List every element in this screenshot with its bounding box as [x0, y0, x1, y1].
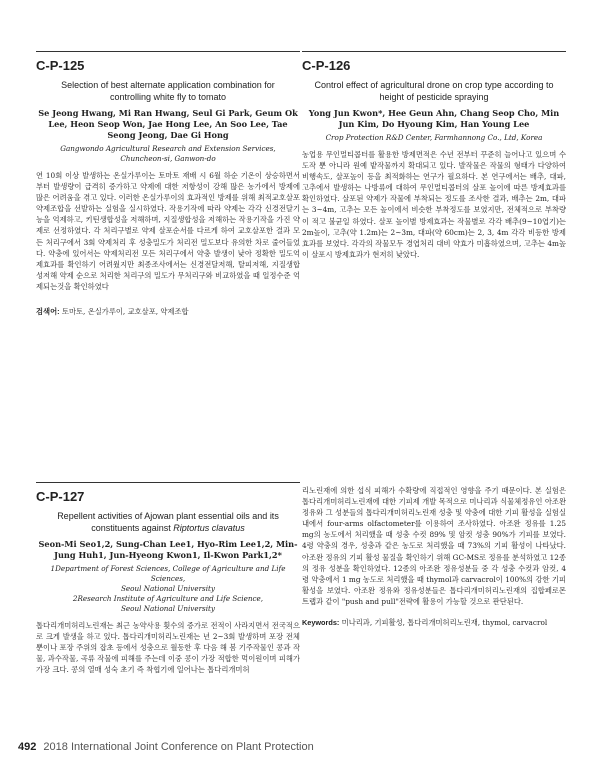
abstract-authors: Yong Jun Kwon*, Hee Geun Ahn, Chang Seop Cho, Min Jun Kim, Do Hyoung Kim, Han Young Lee [308, 108, 560, 129]
abstract-authors: Se Jeong Hwang, Mi Ran Hwang, Seul Gi Park, Geum Ok Lee, Heon Seop Won, Jae Hong Lee, An Soo Lee, Tae Seong Jeong, Dae Gi Hong [38, 108, 298, 140]
keywords-text: 토마토, 온실가루이, 교호살포, 약제조합 [61, 307, 189, 317]
title-species: Riptortus clavatus [173, 523, 245, 533]
abstract-code: C-P-127 [36, 489, 85, 504]
keywords-label: 검색어: [36, 307, 60, 317]
section-rule [302, 51, 566, 52]
abstract-affiliation: Crop Protection R&D Center, Farmhannong Co., Ltd, Korea [325, 133, 543, 142]
keywords-label: Keywords: [302, 618, 340, 628]
abstract-c-p-127 [36, 482, 300, 675]
keywords-line [36, 306, 300, 317]
keywords-line [302, 617, 566, 628]
abstract-c-p-125 [36, 51, 300, 317]
abstract-title: Selection of best alternate application combination for controlling white fly to tomato [61, 80, 275, 102]
abstract-authors: Seon-Mi Seo1,2, Sung-Chan Lee1, Hyo-Rim Lee1,2, Min-Jung Huh1, Jun-Hyeong Kwon1, Il-Kwon Park1,2* [38, 539, 298, 560]
abstract-body-part2: 리노린재에 의한 섭식 피해가 수확량에 직접적인 영향을 주기 때문이다. 본 실험은 톱다리개미허리노린재에 대한 기피제 개발 목적으로 미나리과 식물체정유인 아조완 정유와 그 성분들의 톱다리개미허리노린재 성충 및 약충에 대한 기피 활성을 실험실내에서 four-arms olfactometer를 이용하여 조사하였다. 아조완 정유를 1.25 mg의 농도에서 처리했을 때 성충 수컷 89% 및 암컷 성충 90%가 기피를 보였다. 4령 약충의 경우, 성충과 같은 농도로 처리했을 때 73%의 기피 활성이 나타났다. 아조완 정유의 기피 활성 물질을 확인하기 위해 GC-MS로 정유를 분석하였고 12종의 정유 성분을 확인하였다. 12종의 아조완 정유성분들 중 각 성충 수컷과 암컷, 4령 약충에서 1 mg 농도로 처리했을 때 thymol과 carvacrol이 100%의 강한 기피 활성을 보였다. 아조완 정유와 정유성분들은 톱다리개미허리노린재의 집합페로몬 트랩과 같이 "push and pull"전략에 활용이 가능할 것으로 판단된다. [302, 486, 566, 606]
abstract-title: Control effect of agricultural drone on crop type according to height of pesticide spraying [314, 80, 554, 102]
abstract-title [42, 510, 294, 534]
page-number: 492 [18, 741, 37, 753]
abstract-code: C-P-125 [36, 58, 85, 73]
abstract-c-p-126 [302, 51, 566, 260]
abstract-body: 연 10회 이상 발생하는 온실가루이는 토마토 재배 시 6월 하순 기온이 상승하면서부터 발생량이 급격히 증가하고 약제에 대한 저항성이 강해 많은 농가에서 방제에 많은 어려움을 겪고 있다. 이러한 온실가루이의 효과적인 방제를 위해 최적교호살포 약제조합을 선발하는 실험을 실시하였다. 작용기작에 따라 약제는 각각 신경전달기능을 억제하고, 키틴생합성을 저해하며, 지질생합성을 저해하는 작용기작을 가진 약제로 선정하였다. 각 처리구별로 약제 살포순서를 다르게 하여 교호살포한 결과 모든 처리구에서 3회 약제처리 후 성충밀도가 처리전 밀도보다 유의한 차로 줄어들었다. 약충에 있어서는 약제처리전 모든 처리구에서 약충 발생이 낮아 정확한 밀도억제효과를 확인하기 어려웠지만 최종조사에서는 신경전달저해, 탈피저해, 지질생합성저해 약제 순으로 처리한 처리구의 밀도가 무처리구와 비교하였을 때 일정수준 억제되는것을 확인하였다 [36, 171, 300, 291]
abstract-c-p-127-continued [302, 485, 566, 628]
keywords-text: 미나리과, 기피활성, 톱다리개미허리노린재, thymol, carvacrol [341, 618, 548, 628]
abstract-affiliation: 1Department of Forest Sciences, College of Agriculture and Life Sciences, Seoul National University 2Research Institute of Agriculture and Life Science, Seoul National University [50, 564, 286, 613]
abstract-affiliation: Gangwondo Agricultural Research and Extension Services, Chuncheon-si, Ganwon-do [60, 144, 276, 163]
abstract-body: 농업용 무인멀티콥터를 활용한 방제면적은 수년 전부터 꾸준히 늘어나고 있으며 수도작 뿐 아니라 원예 밭작물까지 확대되고 있다. 발작물은 작물의 형태가 다양하여 비행속도, 살포높이 등을 최적화하는 연구가 필요하다. 본 연구에서는 배추, 대파, 고추에서 발생하는 나방류에 대하여 무인멀티콥터의 살포 높이에 따른 방제효과를 확인하였다. 살포된 약제가 작물에 부착되는 정도를 조사한 결과, 배추는 2m, 대파는 3~4m, 고추는 모든 높이에서 비슷한 부착정도를 보였지만, 전체적으로 부착량이 적고 불균일 하였다. 살포 높이별 방제효과는 작물별로 각각 배추(9~10엽기)는 2m높이, 고추(약 1.2m)는 2~3m, 대파(약 60cm)는 2, 3, 4m 각각 비등한 방제효과를 보였다. 각각의 작물모두 경엽처리 대비 약효가 미흡하였으며, 고추는 4m높이 살포시 방제효과가 현저히 낮았다. [302, 150, 566, 259]
section-rule [36, 51, 300, 52]
page-footer [18, 741, 314, 753]
conference-name: 2018 International Joint Conference on Plant Protection [43, 741, 314, 753]
abstract-code: C-P-126 [302, 58, 351, 73]
section-rule [36, 482, 300, 483]
title-text: Repellent activities of Ajowan plant essential oils and its constituents against [57, 511, 279, 533]
abstract-body-part1: 톱다리개미허리노린재는 최근 농약사용 횟수의 증가로 전적이 사라지면서 전국적으로 크게 발생을 하고 있다. 톱다리개미허리노린재는 년 2~3회 발생하며 포장 전체뿐이나 포장 주위의 잡초 등에서 성충으로 월동한 후 다음 해 봄 기주작물인 콩과 작물, 과수작물, 곡류 작물에 피해를 주는데 이중 콩이 가장 적합한 먹이원이며 피해가 가장 크다. 콩의 열매 성숙 초기 즉 착협기에 일어나는 톱다리개미허 [36, 621, 300, 675]
